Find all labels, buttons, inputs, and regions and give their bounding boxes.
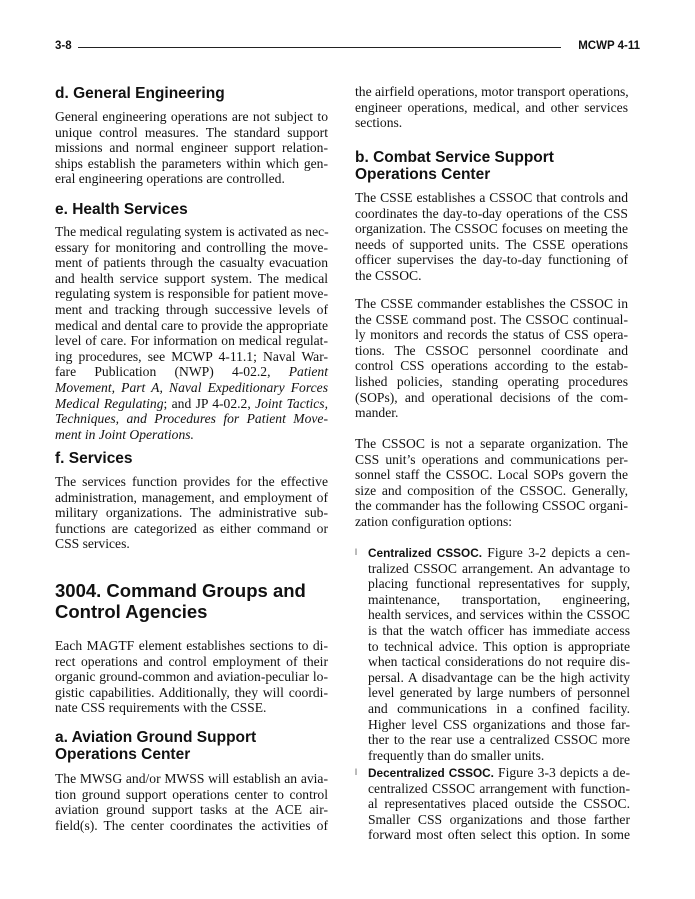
publication-id: MCWP 4-11 [578,40,640,52]
paragraph-cssoc-1 [355,190,628,284]
text-line: military organizations. The administrative sub- [55,505,328,521]
paragraph-continued [355,84,628,131]
heading-line-1: a. Aviation Ground Support [55,729,257,746]
text-line: when tactical considerations do not require dis- [368,654,630,670]
text-line [55,380,328,396]
text-line: The CSSE commander establishes the CSSOC in [355,296,628,311]
text-line: ment of patients through the casualty evacuation [55,255,328,271]
paragraph-services [55,474,328,552]
text-line: and communications in a confined facility. [368,700,630,716]
bullet-text [368,545,630,763]
text-line: The services function provides for the effective [55,474,328,489]
bold-run-in-heading: Decentralized CSSOC. [368,766,494,780]
italic-text: Techniques, and Procedures for Patient Move- [55,411,328,427]
text-line [55,427,328,443]
bullet-text [368,765,630,843]
paragraph-general-engineering [55,109,328,187]
text-line: zation configuration options: [355,513,513,529]
text-line: the commander has the following CSSOC organi- [355,498,628,514]
text-line: medical and dental care to provide the appropriate [55,317,328,333]
text-line: ly monitors and records the status of CSS opera- [355,327,628,343]
heading-services: f. Services [55,450,133,467]
text-line: maintenance, transportation, engineering, [368,591,630,607]
text-line: tions. The CSSOC personnel coordinate and [355,342,628,358]
text-line: engineer operations, medical, and other services [355,99,628,115]
text-line: rect operations and control employment of their [55,653,328,669]
text-line: missions and normal engineer support relation- [55,140,328,156]
paragraph-command-groups [55,638,328,716]
text-line: mander. [355,405,399,421]
text-line: frequently than do smaller units. [368,747,545,763]
text-line: needs of supported units. The CSSE operations [355,236,628,252]
text-line: field(s). The center coordinates the activities of [55,817,328,833]
text-line: ment and tracking through successive levels of [55,301,328,317]
text-line: the CSSE command post. The CSSOC continual- [355,311,628,327]
heading-line-1: b. Combat Service Support [355,149,554,166]
text-line: ships establish the parameters within which gen- [55,155,328,171]
italic-text: Patient [288,364,328,380]
heading-cssoc [355,149,554,183]
text-line: placing functional representatives for supply, [368,576,630,592]
text-run: ; and JP 4-02.2, [163,395,256,411]
bullet-centralized-cssoc [355,545,630,763]
text-line: and health service support system. The medical [55,270,328,286]
text-line: persal. A disadvantage can be the high activity [368,669,630,685]
text-line: The CSSE establishes a CSSOC that controls and [355,190,628,205]
text-line: centralized CSSOC arrangement with function- [368,780,630,796]
text-line: the airfield operations, motor transport operations, [355,84,629,99]
text-line: General engineering operations are not subject to [55,109,328,124]
text-line: sonnel staff the CSSOC. Local SOPs govern the [355,467,628,483]
text-line: Each MAGTF element establishes sections to di- [55,638,328,653]
paragraph-cssoc-2 [355,296,628,421]
paragraph-health-services [55,224,328,442]
text-line: Higher level CSS organizations and those far- [368,716,630,732]
text-line: Smaller CSS organizations and those farther [368,811,630,827]
text-line: size and composition of the CSSOC. Generally, [355,482,628,498]
text-line: officer supervises the day-to-day functioning of [355,252,628,268]
text-line [368,765,630,781]
text-line: sections. [355,115,403,131]
text-line: nate CSS requirements with the CSSE. [55,700,267,716]
text-line: CSS services. [55,536,130,552]
text-line: coordinates the day-to-day operations of the CSS [355,205,628,221]
heading-general-engineering: d. General Engineering [55,85,225,102]
text-line: organic ground-common and aviation-peculiar lo- [55,669,328,685]
bullet-icon: l [355,547,357,557]
bold-run-in-heading: Centralized CSSOC. [368,546,482,560]
paragraph-aviation-ground-support [55,771,328,833]
text-line: regulating system is responsible for patient move- [55,286,328,302]
text-line [368,545,630,561]
text-line: ing procedures, see MCWP 4-11.1; Naval War- [55,348,328,364]
text-line [55,396,328,412]
text-line: level of care. For information on medical regulat- [55,333,328,349]
text-line [55,364,328,380]
text-line [55,411,328,427]
italic-text: ment in Joint Operations. [55,426,194,442]
text-line: (SOPs), and operational decisions of the com- [355,389,628,405]
text-line: The medical regulating system is activated as nec- [55,224,329,239]
text-line: gistic capabilities. Additionally, they will coordi- [55,684,328,700]
text-run: Figure 3-3 depicts a de- [493,765,631,780]
text-line: ther to the rear use a centralized CSSOC more [368,732,630,748]
text-line: control CSS operations according to the estab- [355,358,628,374]
text-line: is that the watch officer has immediate access [368,622,630,638]
section-heading-line-1: 3004. Command Groups and [55,580,306,601]
text-line: health services, and services within the CSSOC [368,607,630,623]
text-line: tion ground support operations center to control [55,786,328,802]
text-line: lished policies, standing operating procedures [355,373,628,389]
heading-line-2: Operations Center [55,746,191,763]
text-line: the CSSOC. [355,267,422,283]
paragraph-cssoc-3 [355,436,628,530]
text-line: CSS unit’s operations and communications per- [355,451,628,467]
heading-health-services: e. Health Services [55,201,188,218]
italic-text: Joint Tactics, [255,395,328,411]
text-run: Figure 3-2 depicts a cen- [482,545,630,560]
text-line: al representatives placed outside the CSSOC. [368,796,630,812]
section-heading-line-2: Control Agencies [55,601,208,622]
section-heading-3004 [55,580,306,622]
bullet-decentralized-cssoc [355,765,630,843]
text-line: essary for monitoring and controlling the move- [55,239,328,255]
text-line: to technical advice. This option is appropriate [368,638,630,654]
italic-text: Movement, Part A, Naval Expeditionary Forces [55,379,328,395]
text-line: The CSSOC is not a separate organization. The [355,436,628,451]
text-run: fare Publication (NWP) 4-02.2, [55,364,289,380]
italic-text: Medical Regulating [55,395,164,411]
text-line: unique control measures. The standard support [55,124,328,140]
text-line: eral engineering operations are controlled. [55,171,285,187]
header-rule [78,47,561,48]
text-line: administration, management, and employment of [55,489,328,505]
text-line: aviation ground support tasks at the ACE air- [55,802,328,818]
text-line: level generated by large numbers of personnel [368,685,630,701]
text-line: functions are categorized as either command or [55,520,328,536]
text-line: tralized CSSOC arrangement. An advantage to [368,560,630,576]
heading-line-2: Operations Center [355,166,491,183]
page-number: 3-8 [55,40,72,52]
bullet-icon: l [355,767,357,777]
text-line: forward most often select this option. In some [368,827,630,843]
text-line: organization. The CSSOC focuses on meeting the [355,221,628,237]
text-line: The MWSG and/or MWSS will establish an avia- [55,771,328,786]
heading-aviation-ground-support [55,729,256,763]
